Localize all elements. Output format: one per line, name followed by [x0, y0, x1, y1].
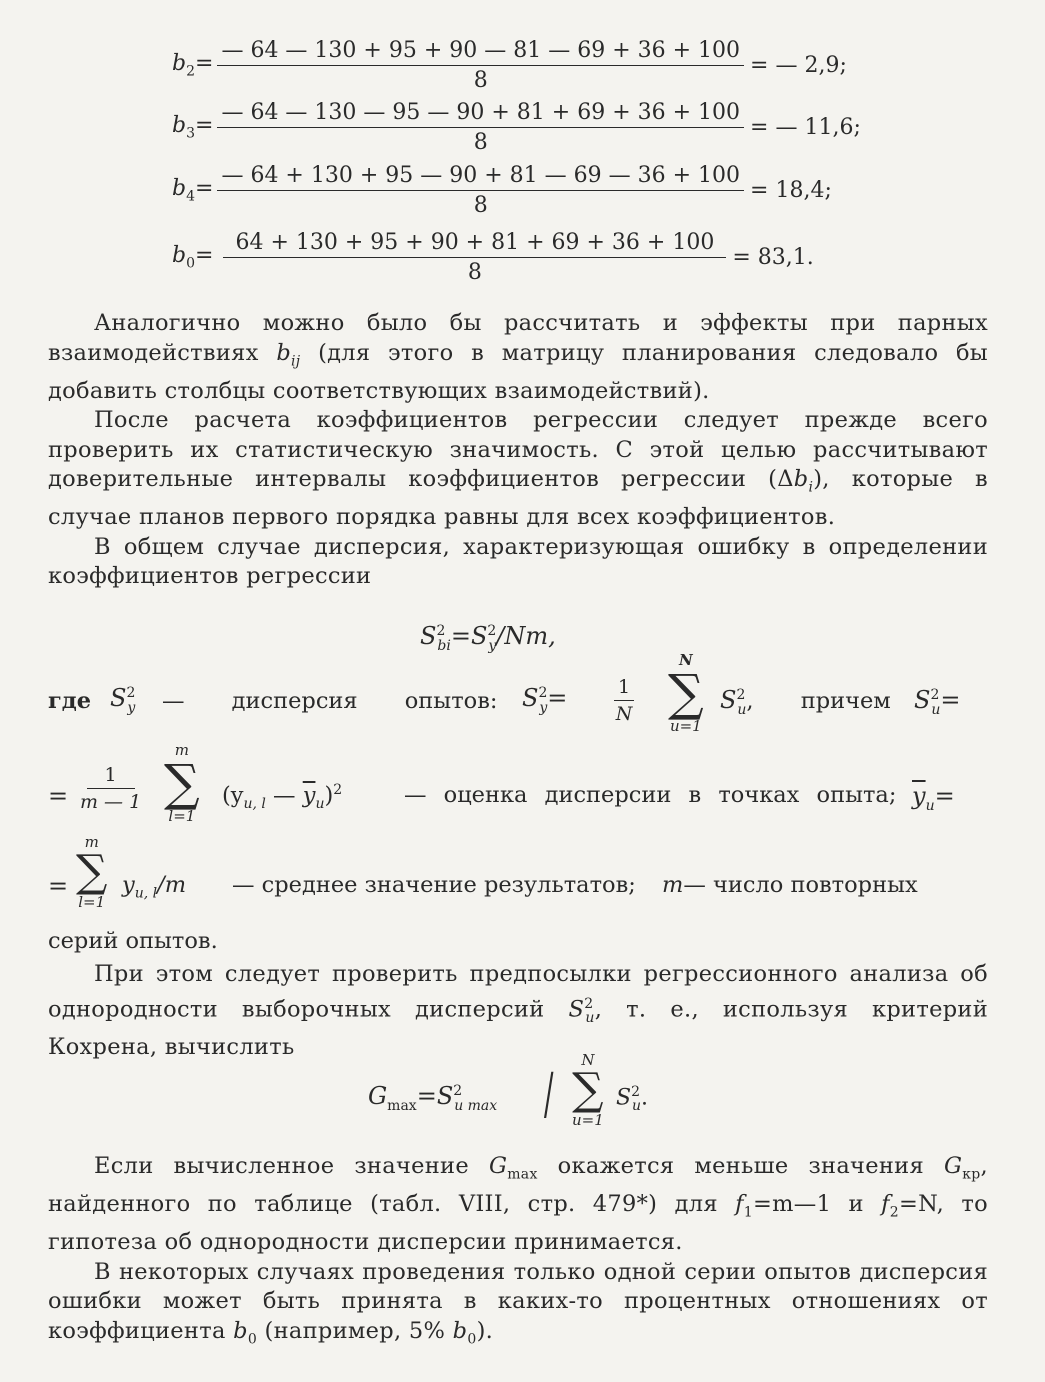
text-run: После расчета коэффициентов регрессии следует прежде всего проверить их статистическую значимость. С этой целью рассчитывают доверительные интервалы коэффициентов регрессии (Δ [48, 407, 988, 492]
ybar-lhs: $\overline{y}_u=$ [912, 782, 955, 814]
term-tail: /m [157, 872, 187, 898]
f2-eq: =N [898, 1191, 937, 1217]
paragraph-significance [48, 406, 988, 533]
gmax-eq: = [416, 1082, 437, 1110]
line3-desc2-text: — число повторных [683, 872, 918, 898]
eq-index: 4 [186, 188, 196, 205]
sum-over-l [160, 742, 204, 824]
text-run: окажется меньше значения [537, 1153, 944, 1179]
eq-index: 2 [186, 63, 196, 80]
text-run: ), которые в случае планов первого порядка равны для всех коэффициентов. [48, 466, 989, 530]
text-run: ). [476, 1317, 494, 1344]
su2-term: $S^2_u$, причем [720, 686, 891, 718]
prichem-text: , причем [746, 688, 891, 714]
sum-upper: N [678, 651, 693, 669]
eq-fraction [223, 230, 726, 285]
sum-upper: m [84, 833, 99, 851]
frac-den: N [615, 703, 633, 725]
b0-sub: 0 [247, 1331, 258, 1347]
eq-numerator: — 64 + 130 + 95 — 90 + 81 — 69 — 36 + 100 [217, 163, 744, 191]
gmax-var: G [368, 1082, 388, 1110]
slash-glyph: / [544, 1062, 554, 1127]
text-var: b [276, 339, 292, 366]
eq-var: b [172, 176, 187, 202]
paragraph-single-series: В некоторых случаях проведения только одной серии опытов дисперсия ошибки может быть принята в каких-то процентных отношениях от коэффициента $b_0$ (например, 5% $b_0$). [48, 1258, 988, 1347]
equation-b3: $b_3=$ $\frac{— 64 — 130 — 95 — 90 + 81 + 69 + 36 + 100}{8}$ = — 11,6; [172, 100, 861, 155]
eq-fraction [217, 163, 744, 218]
text-sub: i [808, 479, 814, 496]
eq-index: 3 [186, 125, 196, 142]
text-run: Аналогично можно было бы рассчитать и эффекты при парных взаимодействиях [48, 310, 988, 366]
text-block-2 [48, 960, 988, 1063]
sum-upper: N [581, 1051, 595, 1069]
b0-var: b [233, 1317, 248, 1344]
text-run: (для этого в матрицу планирования следовало бы добавить столбцы соответствующих взаимодействий). [48, 339, 988, 404]
formula-var: S [420, 622, 437, 650]
sum-lower: l=1 [78, 893, 106, 911]
gmax-S-sub: u max [454, 1097, 498, 1114]
eq-var: b [172, 51, 187, 77]
formula-sbi: $S^2_{bi}=S^2_y/Nm$, [420, 622, 556, 654]
text-run: Если вычисленное значение [94, 1153, 489, 1179]
line2-eq: = [48, 782, 69, 810]
eq-index: 0 [186, 255, 196, 272]
f1-var: f [735, 1191, 744, 1217]
sum-lower: u=1 [669, 717, 702, 735]
sigma-icon: ∑ [76, 846, 108, 897]
text-sub: ij [291, 353, 301, 369]
text-run: В некоторых случаях проведения только одной серии опытов дисперсия ошибки может быть принята в каких-то процентных отношениях от коэффициента [48, 1258, 988, 1344]
text-var: b [793, 466, 809, 492]
eq-var: b [172, 243, 187, 269]
term-var: y [122, 872, 135, 898]
gmax-slash [544, 1060, 553, 1130]
eq-numerator: 64 + 130 + 95 + 90 + 81 + 69 + 36 + 100 [223, 230, 726, 258]
line4 [48, 928, 218, 954]
line2-frac [80, 764, 141, 813]
line2-desc [404, 782, 896, 808]
eq-denominator: 8 [467, 260, 482, 285]
gmax-sum [568, 1052, 608, 1128]
equation-b4: $b_4=$ $\frac{— 64 + 130 + 95 — 90 + 81 — 69 — 36 + 100}{8}$ = 18,4; [172, 163, 832, 218]
f1-eq: =m—1 и [752, 1191, 882, 1217]
frac-num: 1 [87, 764, 135, 789]
gmax-end: . [641, 1085, 649, 1111]
line2-term: ($y_{u, l}$ — $\overline{y}_u)^2$ [222, 782, 343, 812]
text-run: (например, 5% [257, 1317, 453, 1344]
where-desc-text: — дисперсия опытов: [162, 688, 498, 714]
eq-result: = 83,1. [732, 245, 814, 270]
gmax-su: $S^2_u$. [616, 1084, 649, 1114]
line2-desc-text: — оценка дисперсии в точках опыта; [404, 782, 897, 808]
where-label: где [48, 688, 92, 714]
eq-result: = — 2,9; [750, 53, 847, 78]
m-var: m [662, 872, 684, 898]
where-sy: $S^2_y$ [110, 684, 136, 716]
eq-numerator: — 64 — 130 — 95 — 90 + 81 + 69 + 36 + 100 [217, 100, 744, 128]
text-block-1 [48, 309, 988, 592]
paragraph-cochran: При этом следует проверить предпосылки регрессионного анализа об однородности выборочных дисперсий $S^2_u$, т. е., используя критерий Кохрена, вычислить [48, 961, 988, 1060]
line4-text: серий опытов. [48, 928, 218, 954]
text-run: , то гипотеза об однородности дисперсии принимается. [48, 1191, 989, 1255]
text-block-3 [48, 1152, 988, 1355]
gkr-sub: кр [962, 1166, 981, 1183]
eq-numerator: — 64 — 130 + 95 + 90 — 81 — 69 + 36 + 100 [217, 38, 744, 66]
eq-result: = — 11,6; [750, 115, 861, 140]
eq-result: = 18,4; [750, 178, 832, 203]
term-close: ) [324, 782, 334, 809]
term-mean: $\overline{y}$ [302, 782, 316, 809]
line3-desc-text: — среднее значение результатов; [232, 872, 636, 898]
sum-lower: u=1 [572, 1111, 604, 1129]
term-mean-sub: u [315, 796, 325, 812]
sigma-icon: ∑ [164, 754, 200, 812]
su-sub: u [737, 701, 747, 718]
sigma-icon: ∑ [668, 664, 704, 722]
eq-fraction [217, 100, 744, 155]
text-run: , т. е., используя критерий Кохрена, вычислить [48, 996, 988, 1060]
equation-b0: $b_0=$ $\frac{64 + 130 + 95 + 90 + 81 + 69 + 36 + 100}{8}$ = 83,1. [172, 230, 814, 285]
sum-lower: l=1 [168, 807, 196, 825]
eq-fraction [217, 38, 744, 93]
paragraph-interactions [48, 309, 988, 406]
sigma-icon: ∑ [572, 1064, 604, 1115]
term-open: (y [222, 782, 244, 809]
formula-eq: = [450, 622, 471, 650]
eq-denominator: 8 [473, 193, 488, 218]
eq-denominator: 8 [473, 68, 488, 93]
where-line [48, 688, 91, 714]
line3-desc [232, 872, 636, 898]
paragraph-dispersion: В общем случае дисперсия, характеризующая ошибку в определении коэффициентов регрессии [48, 533, 988, 589]
formula-var: S [470, 622, 488, 650]
sum-upper: m [174, 741, 189, 759]
su2-lhs: $S^2_u=$ [914, 686, 961, 718]
sum-over-l-2 [72, 834, 111, 910]
text-run: При этом следует проверить предпосылки регрессионного анализа об однородности выборочных дисперсий [48, 961, 988, 1022]
frac-1-over-N [614, 676, 634, 725]
term-sub: u, l [134, 885, 158, 902]
formula-tail: /Nm, [496, 622, 556, 650]
formula-sub: y [488, 637, 497, 654]
equation-b2: $b_2=$ $\frac{— 64 — 130 + 95 + 90 — 81 — 69 + 36 + 100}{8}$ = — 2,9; [172, 38, 847, 93]
eq-denominator: 8 [473, 130, 488, 155]
line3-eq: = [48, 872, 69, 900]
line3-term [122, 872, 186, 902]
frac-den: m — 1 [80, 791, 142, 813]
text-run: , найденного по таблице (табл. VIII, стр. 479*) для [48, 1153, 988, 1217]
paragraph-gcr: Если вычисленное значение $G_{max}$ окажется меньше значения $G_{кр}$, найденного по таблице (табл. VIII, стр. 479*) для $f_1=m—1$ и $f_2=N$, то гипотеза об однородности дисперсии принимается. [48, 1153, 989, 1255]
term-sub: u, l [243, 796, 266, 812]
where-desc [162, 688, 497, 714]
sy2-formula: $S^2_y=$ [522, 684, 568, 716]
eq-var: b [172, 113, 187, 139]
formula-sub: bi [437, 637, 451, 654]
f2-var: f [881, 1191, 890, 1217]
formula-gmax: $G_{max}=S^2_{u max}$ [368, 1082, 498, 1114]
frac-num: 1 [614, 676, 634, 701]
su-var: S [720, 686, 737, 714]
gmax-S: S [436, 1082, 454, 1110]
gmax-sum-sub: u [632, 1097, 642, 1114]
gmax-sub: max [387, 1097, 417, 1114]
line3-desc2 [662, 872, 918, 898]
term-minus: — [265, 782, 303, 809]
sum-over-u [664, 652, 708, 734]
